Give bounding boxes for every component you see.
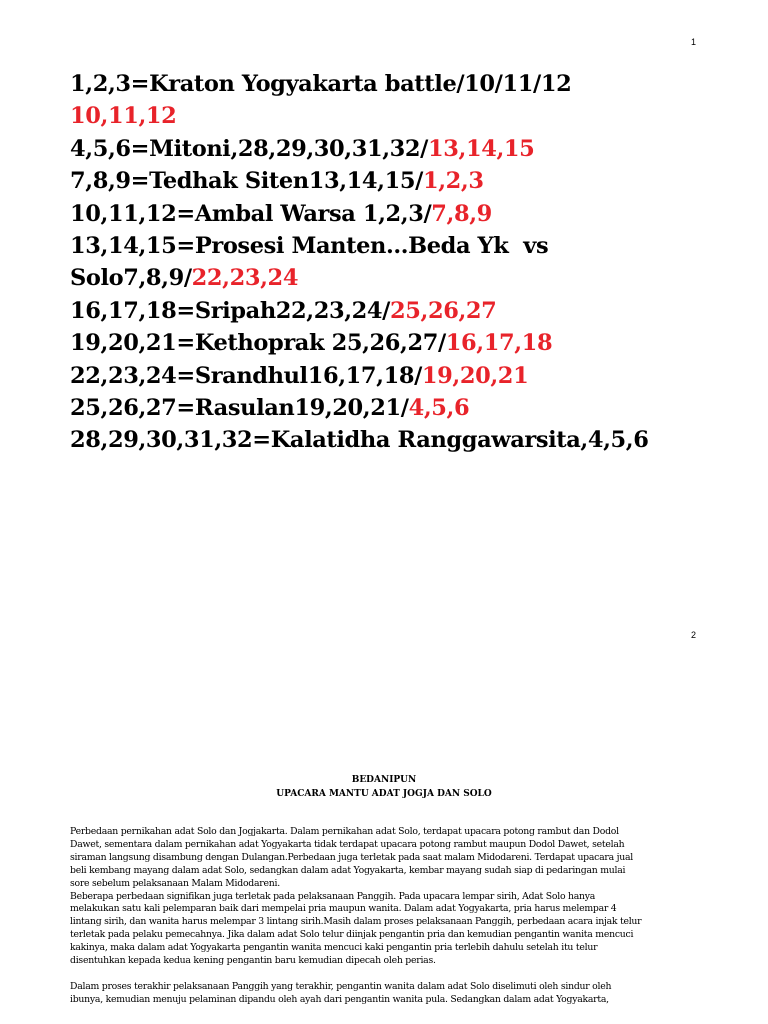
body-text [70, 826, 710, 1007]
paragraph-line: siraman langsung disambung dengan Dulangan.Perbedaan juga terletak pada saat malam Midodareni. Terdapat upacara jual [70, 851, 633, 863]
schedule-line: 10,11,12 [70, 103, 177, 130]
paragraph-line: sore sebelum pelaksanaan Malam Midodareni. [70, 877, 280, 889]
schedule-line: 22,23,24=Srandhul16,17,18/19,20,21 [70, 362, 529, 389]
doc-subtitle: UPACARA MANTU ADAT JOGJA DAN SOLO [276, 789, 492, 799]
schedule-line: 13,14,15=Prosesi Manten…Beda Yk vs [70, 233, 549, 260]
schedule-line: 7,8,9=Tedhak Siten13,14,15/1,2,3 [70, 168, 484, 195]
paragraph-gap [70, 968, 710, 981]
page-number-2: 2 [691, 630, 697, 640]
schedule-line: 25,26,27=Rasulan19,20,21/4,5,6 [70, 395, 470, 422]
schedule-line: 28,29,30,31,32=Kalatidha Ranggawarsita,4,5,6 [70, 427, 649, 454]
paragraph-line: Beberapa perbedaan signifikan juga terletak pada pelaksanaan Panggih. Pada upacara lempar sirih, Adat Solo hanya [70, 890, 596, 902]
doc-title: BEDANIPUN [351, 775, 417, 785]
schedule-list [70, 68, 750, 457]
schedule-line: Solo7,8,9/22,23,24 [70, 265, 299, 292]
page-number-1: 1 [691, 37, 697, 47]
paragraph-line: Dawet, sementara dalam pernikahan adat Yogyakarta tidak terdapat upacara potong rambut maupun Dodol Dawet, setelah [70, 838, 625, 850]
schedule-line: 4,5,6=Mitoni,28,29,30,31,32/13,14,15 [70, 135, 535, 162]
schedule-line: 10,11,12=Ambal Warsa 1,2,3/7,8,9 [70, 200, 492, 227]
paragraph-line: Perbedaan pernikahan adat Solo dan Jogjakarta. Dalam pernikahan adat Solo, terdapat upacara potong rambut dan Dodol [70, 826, 619, 837]
schedule-line: 16,17,18=Sripah22,23,24/25,26,27 [70, 297, 497, 324]
paragraph-line: beli kembang mayang dalam adat Solo, sedangkan dalam adat Yogyakarta, kembar mayang sudah siap di pedaringan mulai [70, 864, 626, 876]
paragraph-line: lintang sirih, dan wanita harus melempar 3 lintang sirih.Masih dalam proses pelaksanaan Panggih, perbedaan acara injak telur [70, 916, 642, 928]
schedule-line: 1,2,3=Kraton Yogyakarta battle/10/11/12 [70, 71, 572, 97]
paragraph-line: Dalam proses terakhir pelaksanaan Panggih yang terakhir, pengantin wanita dalam adat Solo diselimuti oleh sindur oleh [70, 980, 612, 992]
paragraph-line: kakinya, maka dalam adat Yogyakarta pengantin wanita mencuci kaki pengantin pria terlebih dahulu setelah itu telur [70, 942, 598, 954]
schedule-line: 19,20,21=Kethoprak 25,26,27/16,17,18 [70, 330, 553, 357]
paragraph-line: disentuhkan kepada kedua kening pengantin baru kemudian dipecah oleh perias. [70, 955, 436, 967]
paragraph-line: ibunya, kemudian menuju pelaminan dipandu oleh ayah dari pengantin wanita pula. Sedangkan dalam adat Yogyakarta, [70, 993, 609, 1005]
paragraph-line: terletak pada pelaku pemecahnya. Jika dalam adat Solo telur diinjak pengantin pria dan kemudian pengantin wanita mencuci [70, 929, 634, 941]
paragraph-line: melakukan satu kali pelemparan baik dari mempelai pria maupun wanita. Dalam adat Yogyakarta, pria harus melempar 4 [70, 903, 617, 915]
